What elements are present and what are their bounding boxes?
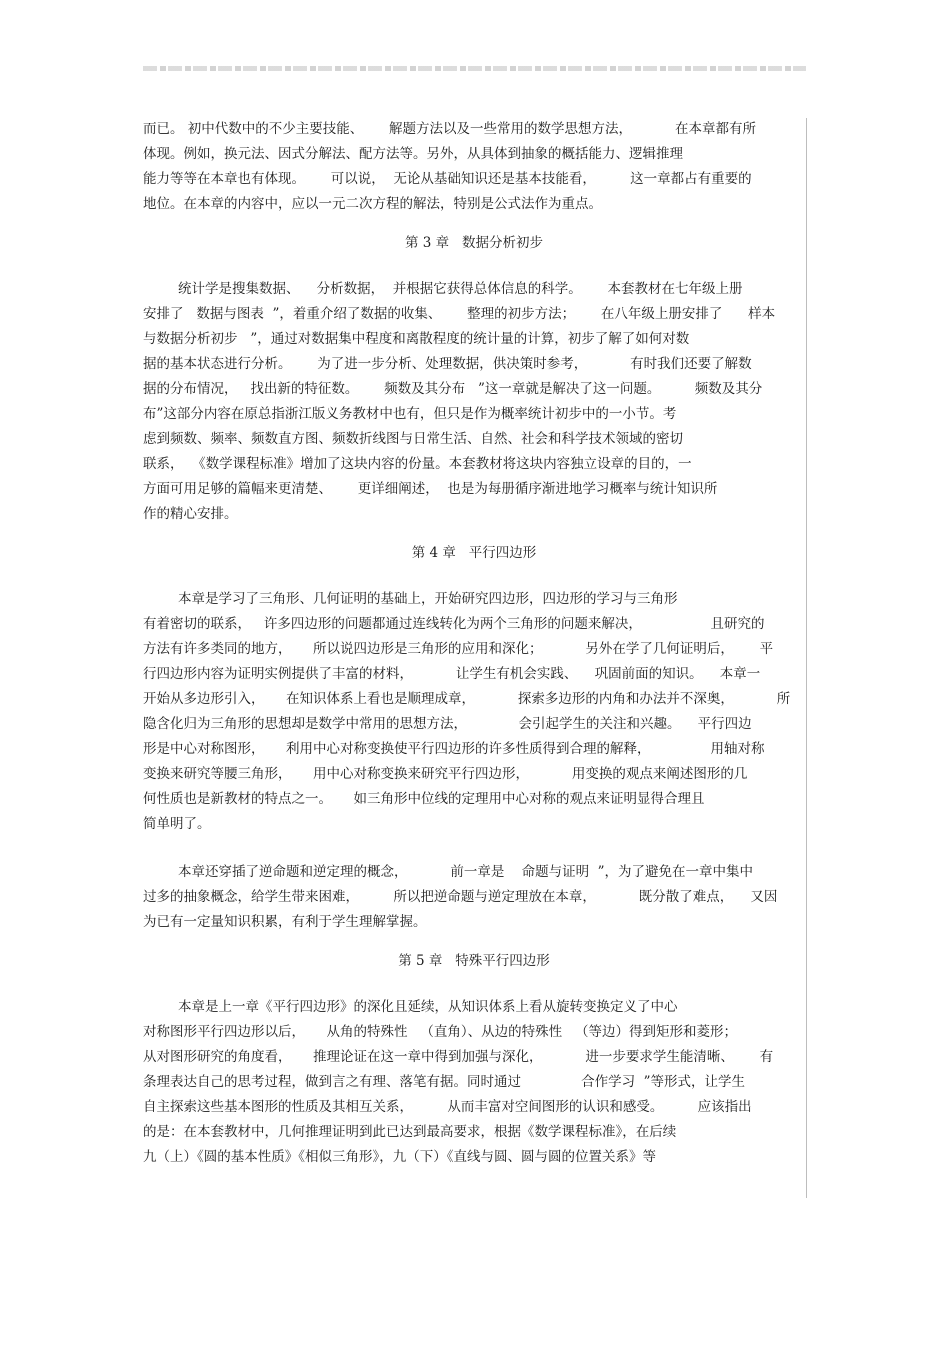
- page-right-border: [806, 118, 807, 1198]
- chapter-4-paragraph-2: [143, 860, 805, 935]
- text-line: 统计学是搜集数据、 分析数据， 并根据它获得总体信息的科学。 本套教材在七年级上册: [178, 281, 743, 297]
- chapter-5-paragraph: [143, 995, 805, 1170]
- text-line: 与数据分析初步 ”，通过对数据集中程度和离散程度的统计量的计算，初步了解了如何对数: [143, 331, 690, 347]
- text-line: 隐含化归为三角形的思想却是数学中常用的思想方法， 会引起学生的关注和兴趣。 平行四边: [143, 716, 752, 732]
- text-line: 从对图形研究的角度看， 推理论证在这一章中得到加强与深化， 进一步要求学生能清晰、 有: [143, 1049, 774, 1065]
- text-line: 能力等等在本章也有体现。 可以说， 无论从基础知识还是基本技能看， 这一章都占有重要的: [143, 171, 752, 187]
- document-body: [143, 117, 805, 1170]
- text-line: 过多的抽象概念，给学生带来困难， 所以把逆命题与逆定理放在本章， 既分散了难点， 又因: [143, 889, 778, 905]
- text-line: 为已有一定量知识积累，有利于学生理解掌握。: [143, 914, 427, 930]
- text-line: 体现。例如，换元法、因式分解法、配方法等。另外，从具体到抽象的概括能力、逻辑推理: [143, 146, 683, 162]
- text-line: 九（上）《圆的基本性质》《相似三角形》，九（下）《直线与圆、圆与圆的位置关系》等: [143, 1149, 656, 1165]
- text-line: 本章是学习了三角形、几何证明的基础上，开始研究四边形，四边形的学习与三角形: [178, 591, 678, 607]
- text-line: 作的精心安排。: [143, 506, 238, 522]
- text-line: 变换来研究等腰三角形， 用中心对称变换来研究平行四边形， 用变换的观点来阐述图形的几: [143, 766, 748, 782]
- text-line: 联系， 《数学课程标准》增加了这块内容的份量。本套教材将这块内容独立设章的目的，一: [143, 456, 692, 472]
- chapter-4-heading: 第 4 章 平行四边形: [411, 545, 537, 561]
- text-line: 布”这部分内容在原总指浙江版义务教材中也有，但只是作为概率统计初步中的一小节。考: [143, 406, 677, 422]
- header-rule: [143, 66, 806, 71]
- chapter-4-paragraph-1: [143, 587, 805, 837]
- text-line: 据的基本状态进行分析。 为了进一步分析、处理数据，供决策时参考， 有时我们还要了解数: [143, 356, 752, 372]
- text-line: 何性质也是新教材的特点之一。 如三角形中位线的定理用中心对称的观点来证明显得合理且: [143, 791, 705, 807]
- chapter-5-heading: 第 5 章 特殊平行四边形: [398, 953, 550, 969]
- text-line: 而已。 初中代数中的不少主要技能、 解题方法以及一些常用的数学思想方法， 在本章都有所: [143, 121, 756, 137]
- text-line: 地位。在本章的内容中，应以一元二次方程的解法，特别是公式法作为重点。: [143, 196, 602, 212]
- text-line: 虑到频数、频率、频数直方图、频数折线图与日常生活、自然、社会和科学技术领域的密切: [143, 431, 683, 447]
- chapter-2-tail-paragraph: [143, 117, 805, 217]
- text-line: 行四边形内容为证明实例提供了丰富的材料， 让学生有机会实践、 巩固前面的知识。 本章一: [143, 666, 761, 682]
- text-line: 本章是上一章《平行四边形》的深化且延续，从知识体系上看从旋转变换定义了中心: [178, 999, 678, 1015]
- text-line: 安排了 数据与图表 ”，着重介绍了数据的收集、 整理的初步方法； 在八年级上册安排了 样本: [143, 306, 776, 322]
- text-line: 简单明了。: [143, 816, 211, 832]
- chapter-3-paragraph: [143, 277, 805, 527]
- text-line: 本章还穿插了逆命题和逆定理的概念， 前一章是 命题与证明 ”，为了避免在一章中集中: [178, 864, 754, 880]
- chapter-3-heading: 第 3 章 数据分析初步: [404, 235, 544, 251]
- text-line: 有着密切的联系， 许多四边形的问题都通过连线转化为两个三角形的问题来解决， 且研究的: [143, 616, 765, 632]
- text-line: 条理表达自己的思考过程，做到言之有理、落笔有据。同时通过 合作学习 ”等形式，让学生: [143, 1074, 746, 1090]
- text-line: 开始从多边形引入， 在知识体系上看也是顺理成章， 探索多边形的内角和办法并不深奥， 所: [143, 691, 791, 707]
- text-line: 据的分布情况， 找出新的特征数。 频数及其分布 ”这一章就是解决了这一问题。 频数及其分: [143, 381, 763, 397]
- text-line: 的是：在本套教材中，几何推理证明到此已达到最高要求，根据《数学课程标准》，在后续: [143, 1124, 677, 1140]
- text-line: 形是中心对称图形， 利用中心对称变换使平行四边形的许多性质得到合理的解释， 用轴对称: [143, 741, 765, 757]
- text-line: 方面可用足够的篇幅来更清楚、 更详细阐述， 也是为每册循序渐进地学习概率与统计知识所: [143, 481, 718, 497]
- text-line: 自主探索这些基本图形的性质及其相互关系， 从而丰富对空间图形的认识和感受。 应该指出: [143, 1099, 752, 1115]
- text-line: 对称图形平行四边形以后， 从角的特殊性 （直角）、从边的特殊性 （等边）得到矩形和菱形；: [143, 1024, 737, 1040]
- text-line: 方法有许多类同的地方， 所以说四边形是三角形的应用和深化； 另外在学了几何证明后， 平: [143, 641, 774, 657]
